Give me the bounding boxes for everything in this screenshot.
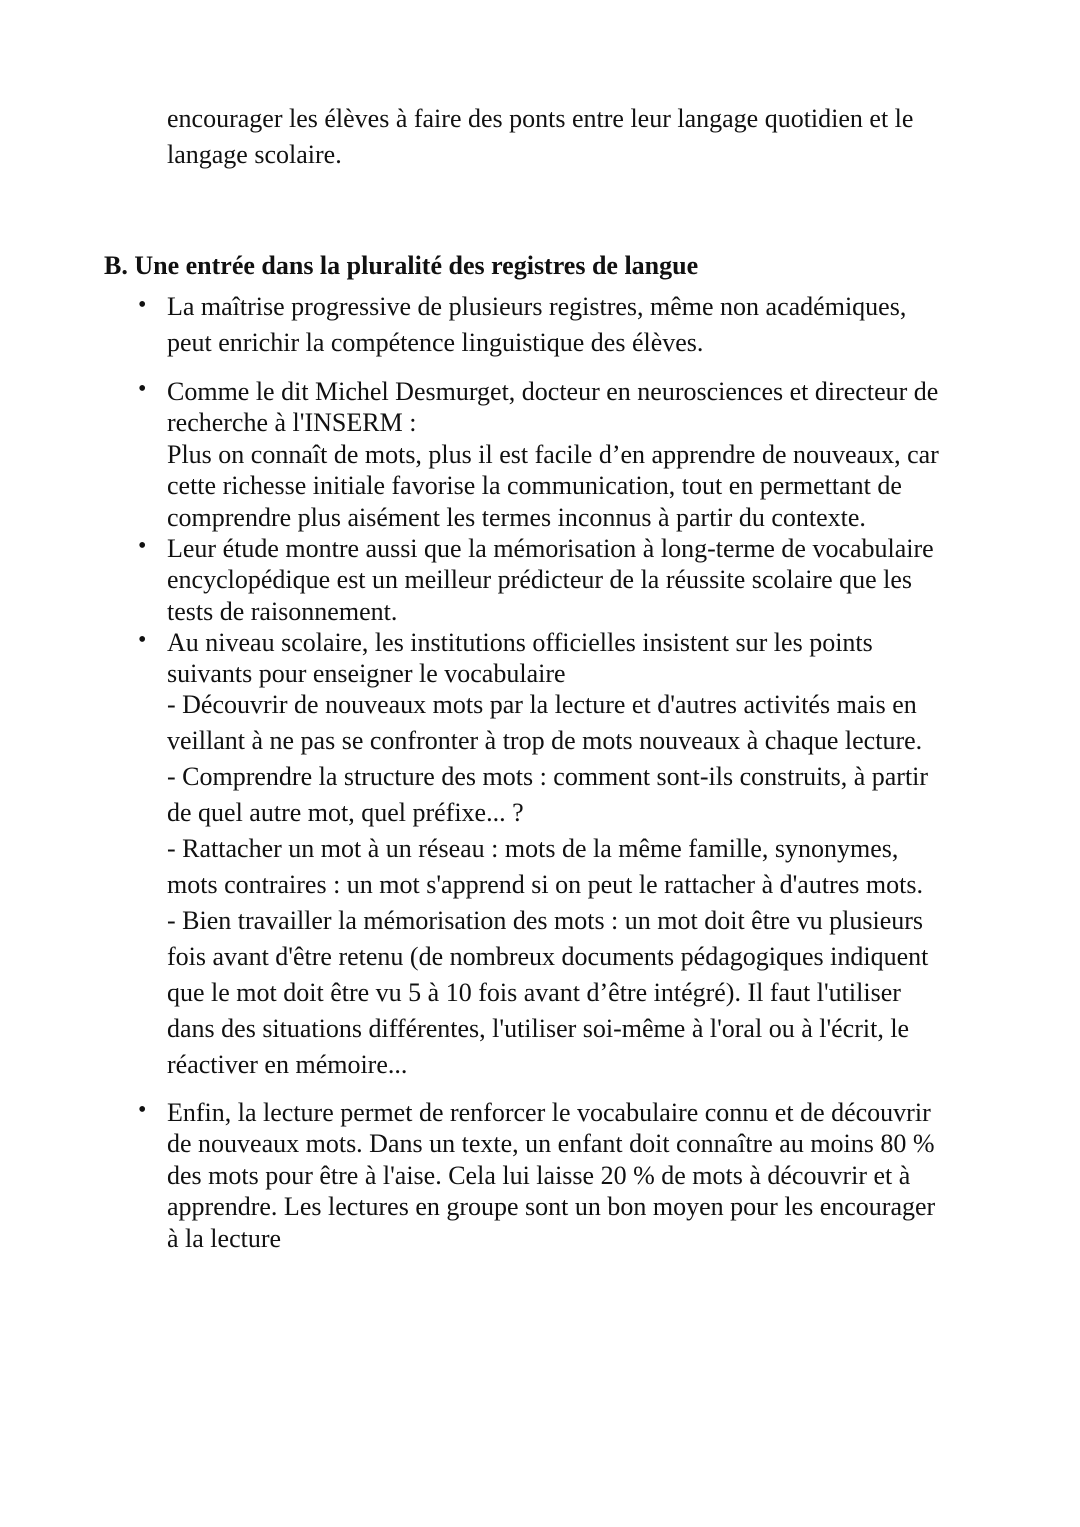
section-b-heading: B. Une entrée dans la pluralité des registres de langue bbox=[104, 251, 699, 280]
sub-point-line: que le mot doit être vu 5 à 10 fois avant d’être intégré). Il faut l'utiliser bbox=[167, 978, 901, 1007]
sub-points bbox=[167, 687, 1027, 1083]
list-item-line: La maîtrise progressive de plusieurs registres, même non académiques, bbox=[167, 292, 907, 321]
sub-point-line: - Rattacher un mot à un réseau : mots de la même famille, synonymes, bbox=[167, 834, 899, 863]
sub-point-line: - Découvrir de nouveaux mots par la lecture et d'autres activités mais en bbox=[167, 690, 917, 719]
intro-paragraph bbox=[167, 101, 1027, 173]
list-item-line: Enfin, la lecture permet de renforcer le vocabulaire connu et de découvrir bbox=[167, 1098, 931, 1127]
bullet-icon: • bbox=[138, 292, 147, 318]
list-item bbox=[167, 533, 1027, 627]
quote-line: cette richesse initiale favorise la communication, tout en permettant de bbox=[167, 471, 902, 501]
sub-point-line: de quel autre mot, quel préfixe... ? bbox=[167, 798, 524, 827]
bullet-icon: • bbox=[138, 533, 147, 559]
bullet-icon: • bbox=[138, 1097, 147, 1123]
list-item-line: des mots pour être à l'aise. Cela lui laisse 20 % de mots à découvrir et à bbox=[167, 1160, 911, 1190]
sub-point-line: veillant à ne pas se confronter à trop de mots nouveaux à chaque lecture. bbox=[167, 726, 923, 755]
sub-point-line: fois avant d'être retenu (de nombreux documents pédagogiques indiquent bbox=[167, 942, 929, 971]
list-item-line: suivants pour enseigner le vocabulaire bbox=[167, 659, 566, 689]
list-item-line: de nouveaux mots. Dans un texte, un enfant doit connaître au moins 80 % bbox=[167, 1129, 935, 1159]
sub-point-line: réactiver en mémoire... bbox=[167, 1050, 408, 1079]
list-item-line: Comme le dit Michel Desmurget, docteur en neurosciences et directeur de bbox=[167, 377, 939, 406]
list-item-line: tests de raisonnement. bbox=[167, 596, 398, 626]
list-item-line: recherche à l'INSERM : bbox=[167, 408, 417, 438]
list-item-line: peut enrichir la compétence linguistique des élèves. bbox=[167, 328, 704, 357]
bullet-icon: • bbox=[138, 627, 147, 653]
list-item-line: encyclopédique est un meilleur prédicteur de la réussite scolaire que les bbox=[167, 565, 913, 595]
list-item bbox=[167, 289, 1027, 361]
list-item bbox=[167, 376, 1027, 533]
sub-point-line: - Comprendre la structure des mots : comment sont-ils construits, à partir bbox=[167, 762, 929, 791]
intro-line: encourager les élèves à faire des ponts entre leur langage quotidien et le bbox=[167, 104, 914, 133]
intro-line: langage scolaire. bbox=[167, 140, 342, 169]
list-item bbox=[167, 627, 1027, 690]
list-item-line: Au niveau scolaire, les institutions officielles insistent sur les points bbox=[167, 628, 873, 657]
sub-point-line: dans des situations différentes, l'utiliser soi-même à l'oral ou à l'écrit, le bbox=[167, 1014, 910, 1043]
quote-line: comprendre plus aisément les termes inconnus à partir du contexte. bbox=[167, 502, 866, 532]
list-item-line: Leur étude montre aussi que la mémorisation à long-terme de vocabulaire bbox=[167, 534, 934, 563]
sub-point-line: mots contraires : un mot s'apprend si on peut le rattacher à d'autres mots. bbox=[167, 870, 923, 899]
sub-point-line: - Bien travailler la mémorisation des mots : un mot doit être vu plusieurs bbox=[167, 906, 924, 935]
list-item-line: apprendre. Les lectures en groupe sont un bon moyen pour les encourager bbox=[167, 1192, 936, 1222]
quote-line: Plus on connaît de mots, plus il est facile d’en apprendre de nouveaux, car bbox=[167, 439, 939, 469]
list-item-line: à la lecture bbox=[167, 1223, 282, 1253]
list-item bbox=[167, 1097, 1027, 1254]
bullet-icon: • bbox=[138, 376, 147, 402]
